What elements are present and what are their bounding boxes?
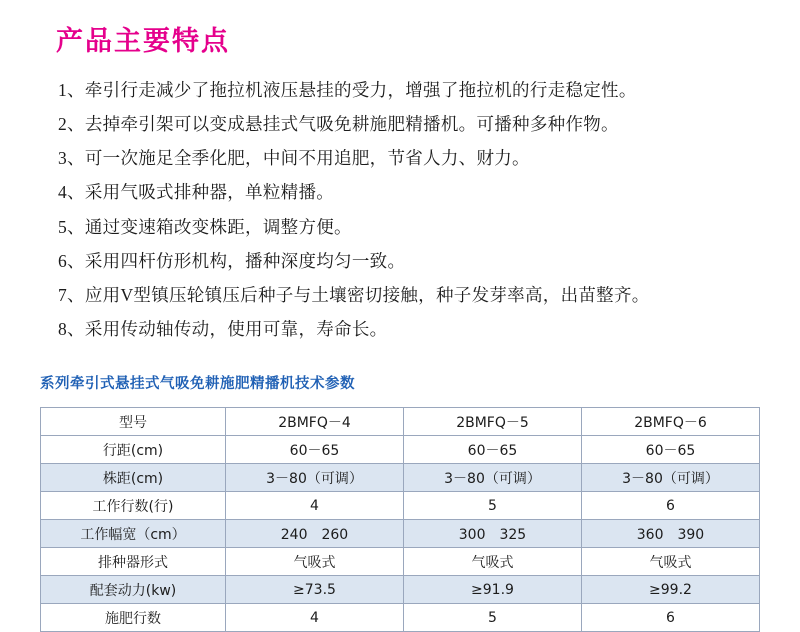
page-title: 产品主要特点 [56, 26, 230, 57]
table-row [41, 576, 760, 604]
table-cell: 施肥行数 [41, 604, 226, 632]
table-cell: 5 [404, 604, 582, 632]
features-list [58, 73, 760, 346]
list-item: 8、采用传动轴传动，使用可靠，寿命长。 [58, 318, 388, 339]
list-item: 2、去掉牵引架可以变成悬挂式气吸免耕施肥精播机。可播种多种作物。 [58, 114, 619, 135]
table-header-cell: 2BMFQ－6 [582, 408, 760, 436]
table-row [41, 464, 760, 492]
table-row [41, 548, 760, 576]
table-cell: 排种器形式 [41, 548, 226, 576]
table-cell: 气吸式 [226, 548, 404, 576]
table-cell: 气吸式 [582, 548, 760, 576]
table-header-cell: 型号 [41, 408, 226, 436]
table-cell: 60－65 [582, 436, 760, 464]
list-item: 5、通过变速箱改变株距，调整方便。 [58, 216, 352, 237]
table-cell: 6 [582, 492, 760, 520]
table-cell: 3－80（可调） [226, 464, 404, 492]
table-cell: 60－65 [404, 436, 582, 464]
list-item: 6、采用四杆仿形机构，播种深度均匀一致。 [58, 250, 406, 271]
table-cell: 3－80（可调） [404, 464, 582, 492]
table-cell: 株距(cm) [41, 464, 226, 492]
table-cell: 360 390 [582, 520, 760, 548]
spec-table-container [40, 407, 760, 632]
table-cell: 300 325 [404, 520, 582, 548]
table-cell: 配套动力(kw) [41, 576, 226, 604]
table-cell: 工作行数(行) [41, 492, 226, 520]
table-cell: 240 260 [226, 520, 404, 548]
table-cell: 工作幅宽（cm） [41, 520, 226, 548]
list-item: 1、牵引行走减少了拖拉机液压悬挂的受力，增强了拖拉机的行走稳定性。 [58, 80, 637, 101]
table-cell: 3－80（可调） [582, 464, 760, 492]
table-cell: 4 [226, 492, 404, 520]
spec-table [40, 407, 760, 632]
table-cell: 气吸式 [404, 548, 582, 576]
table-cell: 行距(cm) [41, 436, 226, 464]
list-item: 3、可一次施足全季化肥，中间不用追肥，节省人力、财力。 [58, 148, 530, 169]
table-row [41, 436, 760, 464]
table-header-row [41, 408, 760, 436]
table-row [41, 520, 760, 548]
list-item: 7、应用V型镇压轮镇压后种子与土壤密切接触，种子发芽率高，出苗整齐。 [58, 284, 650, 305]
table-row [41, 604, 760, 632]
table-cell: ≥91.9 [404, 576, 582, 604]
section-subtitle: 系列牵引式悬挂式气吸免耕施肥精播机技术参数 [40, 376, 355, 393]
table-header-cell: 2BMFQ－4 [226, 408, 404, 436]
table-cell: ≥73.5 [226, 576, 404, 604]
table-header-cell: 2BMFQ－5 [404, 408, 582, 436]
table-cell: 4 [226, 604, 404, 632]
table-cell: ≥99.2 [582, 576, 760, 604]
table-row [41, 492, 760, 520]
table-cell: 60－65 [226, 436, 404, 464]
table-cell: 5 [404, 492, 582, 520]
table-cell: 6 [582, 604, 760, 632]
list-item: 4、采用气吸式排种器，单粒精播。 [58, 182, 335, 203]
